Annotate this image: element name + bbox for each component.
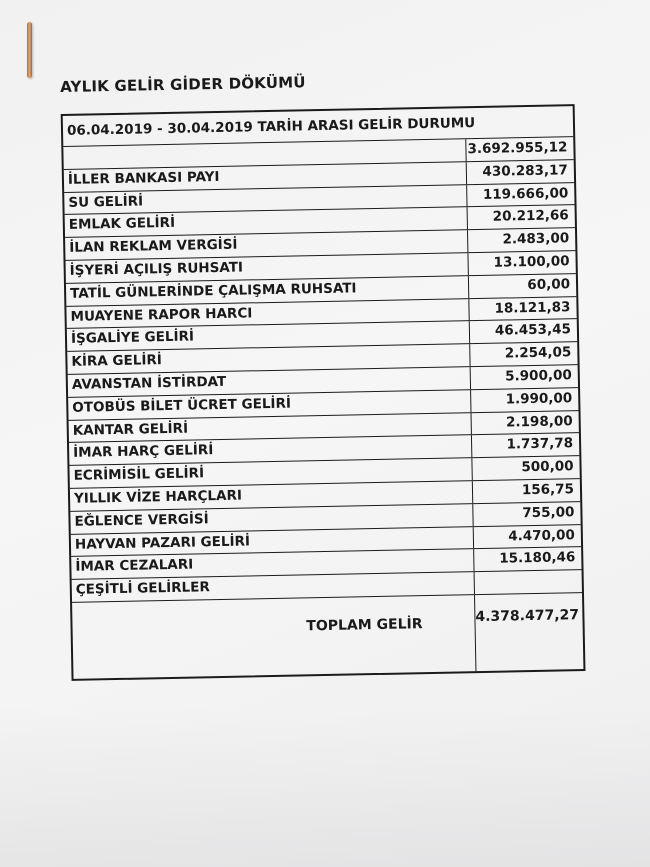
row-label: EĞLENCE VERGİSİ bbox=[74, 510, 209, 530]
table-body bbox=[64, 160, 582, 603]
row-label: ECRİMİSİL GELİRİ bbox=[73, 465, 205, 484]
row-value: 1.990,00 bbox=[470, 388, 578, 412]
row-label: İLAN REKLAM VERGİSİ bbox=[69, 236, 238, 257]
income-table bbox=[61, 104, 586, 681]
row-label: AVANSTAN İSTİRDAT bbox=[71, 373, 227, 393]
row-label: İŞGALİYE GELİRİ bbox=[70, 328, 195, 348]
total-label: TOPLAM GELİR bbox=[306, 616, 423, 635]
total-value: 4.378.477,27 bbox=[474, 593, 583, 671]
row-value: 4.470,00 bbox=[473, 525, 581, 549]
row-label: MUAYENE RAPOR HARCI bbox=[70, 304, 253, 325]
row-label: İŞYERİ AÇILIŞ RUHSATI bbox=[69, 259, 244, 279]
row-label: SU GELİRİ bbox=[68, 193, 144, 211]
row-value: 2.198,00 bbox=[471, 411, 579, 435]
row-value: 755,00 bbox=[472, 502, 580, 526]
row-value: 2.483,00 bbox=[467, 228, 575, 252]
row-value: 15.180,46 bbox=[473, 547, 581, 571]
row-value: 5.900,00 bbox=[470, 365, 578, 389]
row-label: İMAR HARÇ GELİRİ bbox=[73, 442, 214, 462]
row-label: EMLAK GELİRİ bbox=[68, 215, 176, 234]
row-value: 60,00 bbox=[468, 274, 576, 298]
row-value: 46.453,45 bbox=[469, 319, 577, 343]
row-label: TATİL GÜNLERİNDE ÇALIŞMA RUHSATI bbox=[69, 280, 357, 302]
photo-shadow bbox=[0, 707, 650, 867]
row-value: 18.121,83 bbox=[468, 297, 576, 321]
row-label: KİRA GELİRİ bbox=[71, 352, 162, 371]
opening-value: 3.692.955,12 bbox=[465, 137, 573, 161]
row-label: İMAR CEZALARI bbox=[75, 556, 194, 576]
row-value: 119.666,00 bbox=[466, 183, 574, 207]
row-value: 1.737,78 bbox=[471, 433, 579, 457]
total-row bbox=[72, 593, 583, 679]
staple bbox=[27, 22, 32, 78]
row-label: YILLIK VİZE HARÇLARI bbox=[73, 487, 243, 507]
row-label: HAYVAN PAZARI GELİRİ bbox=[74, 532, 251, 553]
row-value: 430.283,17 bbox=[466, 160, 574, 184]
row-value: 13.100,00 bbox=[467, 251, 575, 275]
row-value: 2.254,05 bbox=[469, 342, 577, 366]
document-title: AYLIK GELİR GİDER DÖKÜMÜ bbox=[60, 73, 306, 96]
row-label: KANTAR GELİRİ bbox=[72, 420, 189, 439]
row-label: OTOBÜS BİLET ÜCRET GELİRİ bbox=[72, 395, 292, 416]
period-header: 06.04.2019 - 30.04.2019 TARİH ARASI GELİR DURUMU bbox=[63, 106, 574, 147]
row-value: 20.212,66 bbox=[467, 206, 575, 230]
row-value bbox=[474, 570, 582, 594]
row-label: İLLER BANKASI PAYI bbox=[67, 168, 220, 188]
document bbox=[60, 68, 611, 681]
row-value: 500,00 bbox=[471, 456, 579, 480]
row-label: ÇEŞİTLİ GELİRLER bbox=[75, 579, 210, 598]
row-value: 156,75 bbox=[472, 479, 580, 503]
